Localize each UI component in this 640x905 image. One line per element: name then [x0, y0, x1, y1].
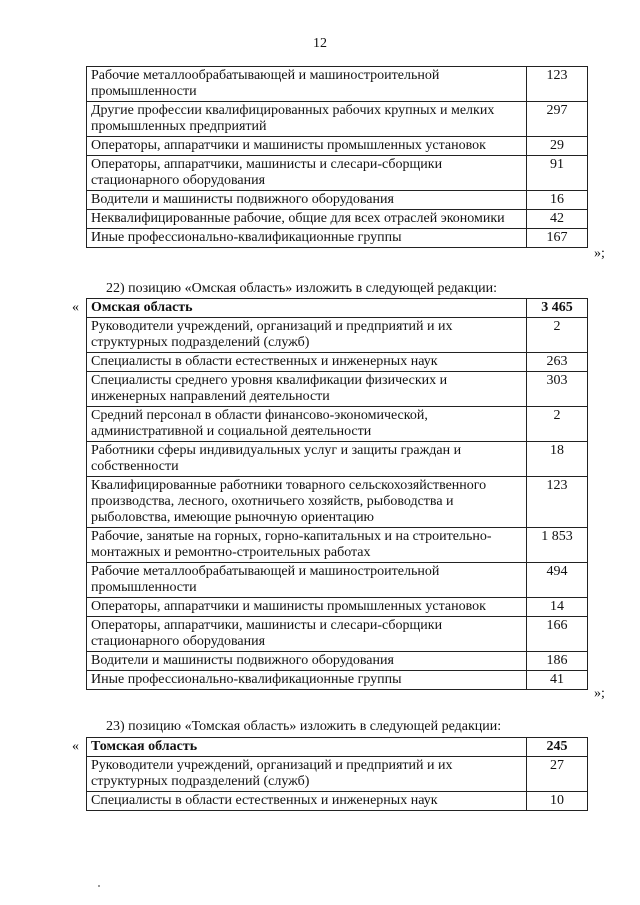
table-row [87, 563, 588, 598]
table-row [87, 792, 588, 811]
row-value: 18 [527, 442, 588, 477]
row-label: Рабочие, занятые на горных, горно-капитальных и на строительно-монтажных и ремонтно-строительных работах [87, 528, 527, 563]
table-row [87, 191, 588, 210]
row-label: Специалисты среднего уровня квалификации физических и инженерных направлений деятельности [87, 372, 527, 407]
row-value: 167 [527, 229, 588, 248]
table-row [87, 477, 588, 528]
table-head-row [87, 738, 588, 757]
row-value: 186 [527, 652, 588, 671]
table-row [87, 757, 588, 792]
table-row [87, 318, 588, 353]
row-value: 14 [527, 598, 588, 617]
table-row [87, 671, 588, 690]
row-value: 303 [527, 372, 588, 407]
closing-quote-22: »; [594, 686, 605, 701]
table-row [87, 102, 588, 137]
row-label: Операторы, аппаратчики, машинисты и слесари-сборщики стационарного оборудования [87, 617, 527, 652]
table-tomsk [86, 737, 588, 811]
row-label: Руководители учреждений, организаций и предприятий и их структурных подразделений (служб) [87, 318, 527, 353]
row-value: 91 [527, 156, 588, 191]
row-value: 123 [527, 67, 588, 102]
region-total: 3 465 [527, 299, 588, 318]
section-22-heading: 22) позицию «Омская область» изложить в следующей редакции: [106, 281, 498, 296]
section-23-heading: 23) позицию «Томская область» изложить в следующей редакции: [106, 719, 502, 734]
row-value: 2 [527, 407, 588, 442]
row-label: Водители и машинисты подвижного оборудования [87, 191, 527, 210]
row-label: Водители и машинисты подвижного оборудования [87, 652, 527, 671]
row-value: 10 [527, 792, 588, 811]
row-value: 166 [527, 617, 588, 652]
row-label: Специалисты в области естественных и инженерных наук [87, 353, 527, 372]
row-value: 1 853 [527, 528, 588, 563]
row-label: Операторы, аппаратчики и машинисты промышленных установок [87, 137, 527, 156]
row-value: 297 [527, 102, 588, 137]
table-row [87, 353, 588, 372]
page-number: 12 [313, 36, 327, 51]
row-label: Другие профессии квалифицированных рабочих крупных и мелких промышленных предприятий [87, 102, 527, 137]
row-label: Операторы, аппаратчики и машинисты промышленных установок [87, 598, 527, 617]
opening-quote-23: « [72, 739, 79, 754]
table-row [87, 617, 588, 652]
row-value: 16 [527, 191, 588, 210]
row-label: Специалисты в области естественных и инженерных наук [87, 792, 527, 811]
closing-quote-1: »; [594, 246, 605, 261]
row-label: Работники сферы индивидуальных услуг и защиты граждан и собственности [87, 442, 527, 477]
row-label: Операторы, аппаратчики, машинисты и слесари-сборщики стационарного оборудования [87, 156, 527, 191]
scan-speck [98, 885, 100, 887]
table-row [87, 528, 588, 563]
row-value: 263 [527, 353, 588, 372]
row-value: 123 [527, 477, 588, 528]
row-value: 41 [527, 671, 588, 690]
table-row [87, 372, 588, 407]
table-row [87, 210, 588, 229]
table-row [87, 156, 588, 191]
row-label: Иные профессионально-квалификационные группы [87, 671, 527, 690]
row-label: Руководители учреждений, организаций и предприятий и их структурных подразделений (служб) [87, 757, 527, 792]
row-label: Квалифицированные работники товарного сельскохозяйственного производства, лесного, охотничьего хозяйств, рыбоводства и рыболовства, имеющие рыночную ориентацию [87, 477, 527, 528]
table-row [87, 598, 588, 617]
region-total: 245 [527, 738, 588, 757]
region-name: Томская область [87, 738, 527, 757]
table-omsk [86, 298, 588, 690]
row-label: Рабочие металлообрабатывающей и машиностроительной промышленности [87, 563, 527, 598]
row-label: Средний персонал в области финансово-экономической, административной и социальной деятельности [87, 407, 527, 442]
table-head-row [87, 299, 588, 318]
table-row [87, 229, 588, 248]
opening-quote-22: « [72, 300, 79, 315]
row-label: Рабочие металлообрабатывающей и машиностроительной промышленности [87, 67, 527, 102]
table-row [87, 652, 588, 671]
row-label: Неквалифицированные рабочие, общие для всех отраслей экономики [87, 210, 527, 229]
table-row [87, 137, 588, 156]
row-value: 27 [527, 757, 588, 792]
row-value: 42 [527, 210, 588, 229]
table-row [87, 407, 588, 442]
row-value: 494 [527, 563, 588, 598]
table-row [87, 442, 588, 477]
table-continuation [86, 66, 588, 248]
region-name: Омская область [87, 299, 527, 318]
row-label: Иные профессионально-квалификационные группы [87, 229, 527, 248]
row-value: 2 [527, 318, 588, 353]
table-row [87, 67, 588, 102]
row-value: 29 [527, 137, 588, 156]
